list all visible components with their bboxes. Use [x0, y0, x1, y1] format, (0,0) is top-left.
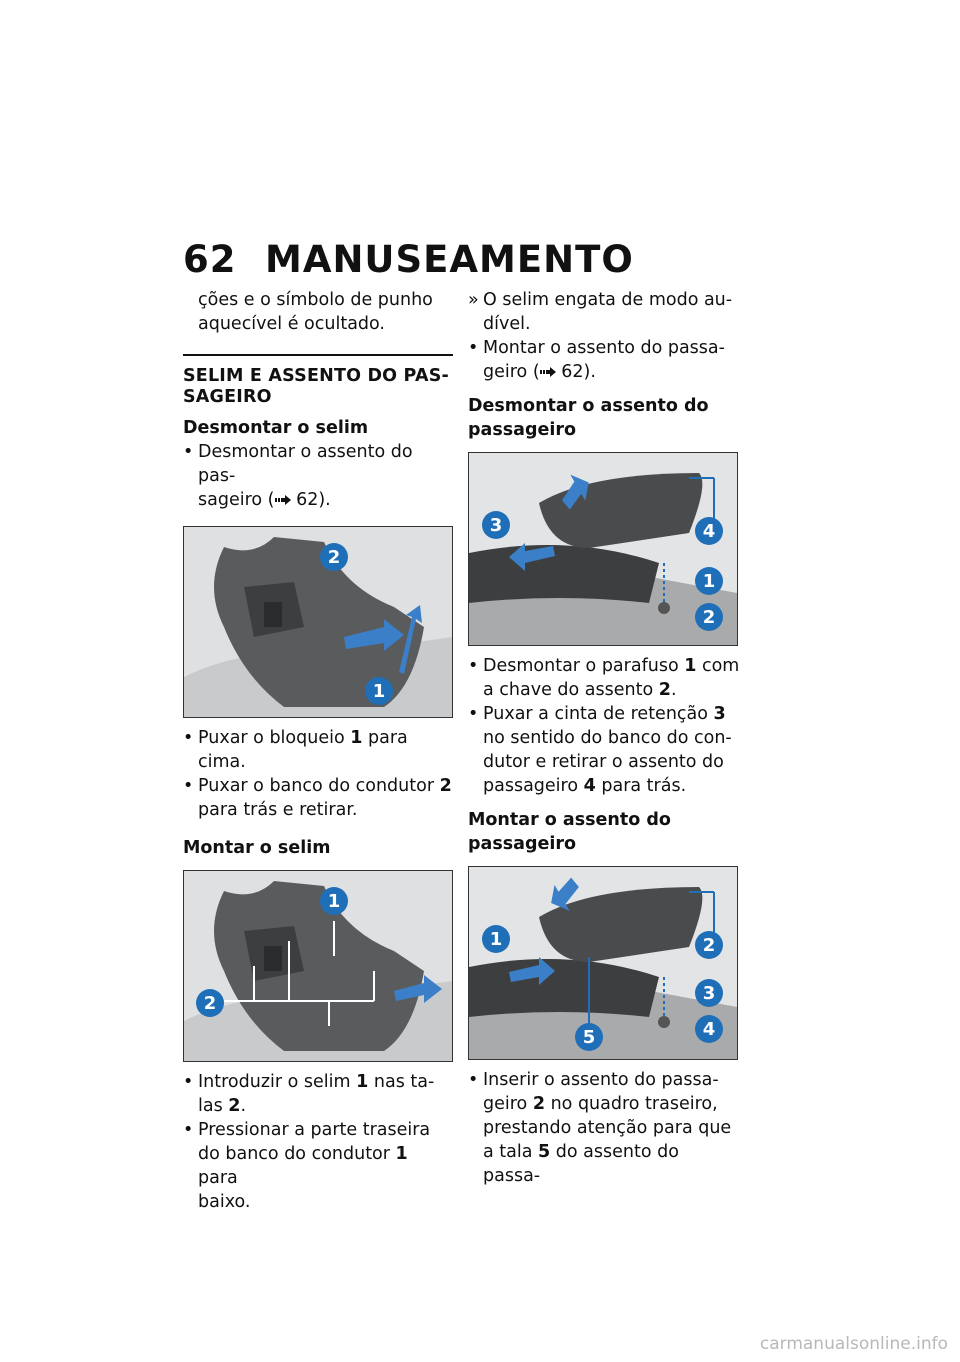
install-passenger-seat-heading: Montar o assento do passageiro: [468, 810, 671, 854]
svg-text:1: 1: [702, 571, 716, 592]
list-item: • Puxar o banco do condutor 2 para trás e retirar.: [183, 774, 453, 822]
svg-text:3: 3: [702, 983, 716, 1004]
section-heading: SELIM E ASSENTO DO PAS- SAGEIRO: [183, 366, 449, 407]
remove-passenger-seat-heading: Desmontar o assento do passageiro: [468, 396, 709, 440]
callout-3: [695, 979, 723, 1007]
left-column: [183, 288, 453, 1214]
callout-2: [320, 543, 348, 571]
list-item: • Puxar a cinta de retenção 3 no sentido do banco do con- dutor e retirar o assento do passageiro 4 para trás.: [468, 702, 740, 798]
figure-passenger-seat-removal: [468, 452, 738, 646]
section-divider: [183, 354, 453, 356]
svg-text:5: 5: [582, 1027, 596, 1048]
remove-seat-heading: Desmontar o selim: [183, 418, 369, 438]
continued-text: ções e o símbolo de punho aquecível é ocultado.: [198, 290, 433, 334]
callout-1: [482, 925, 510, 953]
list-item: • Puxar o bloqueio 1 para cima.: [183, 726, 453, 774]
list-item: • Introduzir o selim 1 nas ta- las 2.: [183, 1070, 453, 1118]
svg-text:2: 2: [702, 607, 716, 628]
figure-rider-seat-installation: [183, 870, 453, 1062]
svg-text:1: 1: [372, 681, 386, 702]
list-item: • Desmontar o parafuso 1 com a chave do assento 2.: [468, 654, 740, 702]
section-title: MANUSEAMENTO: [265, 238, 634, 281]
svg-text:4: 4: [702, 1019, 716, 1040]
page-reference-arrow-icon: [540, 367, 556, 377]
callout-2: [196, 989, 224, 1017]
svg-text:2: 2: [203, 993, 217, 1014]
result-item: » O selim engata de modo au- dível.: [468, 288, 740, 336]
svg-text:2: 2: [702, 935, 716, 956]
list-item: • Pressionar a parte traseira do banco do condutor 1 para baixo.: [183, 1118, 453, 1214]
callout-3: [482, 511, 510, 539]
page-header: [183, 238, 634, 281]
callout-2: [695, 931, 723, 959]
callout-4: [695, 1015, 723, 1043]
svg-text:2: 2: [327, 547, 341, 568]
callout-1: [320, 887, 348, 915]
page-number: 62: [183, 238, 237, 281]
list-item: • Desmontar o assento do pas- sageiro ( 62).: [183, 440, 453, 512]
callout-2: [695, 603, 723, 631]
list-item: • Inserir o assento do passa- geiro 2 no quadro traseiro, prestando atenção para que a tala 5 do assento do passa-: [468, 1068, 740, 1188]
figure-passenger-seat-installation: [468, 866, 738, 1060]
right-column: [468, 288, 740, 1188]
figure-rider-seat-removal: [183, 526, 453, 718]
install-seat-heading: Montar o selim: [183, 838, 331, 858]
callout-5: [575, 1023, 603, 1051]
callout-4: [695, 517, 723, 545]
svg-text:1: 1: [489, 929, 503, 950]
callout-1: [695, 567, 723, 595]
svg-text:3: 3: [489, 515, 503, 536]
svg-text:4: 4: [702, 521, 716, 542]
watermark: carmanualsonline.info: [759, 1334, 948, 1354]
callout-1: [365, 677, 393, 705]
list-item: • Montar o assento do passa- geiro ( 62).: [468, 336, 740, 384]
page-reference-arrow-icon: [275, 495, 291, 505]
svg-text:1: 1: [327, 891, 341, 912]
